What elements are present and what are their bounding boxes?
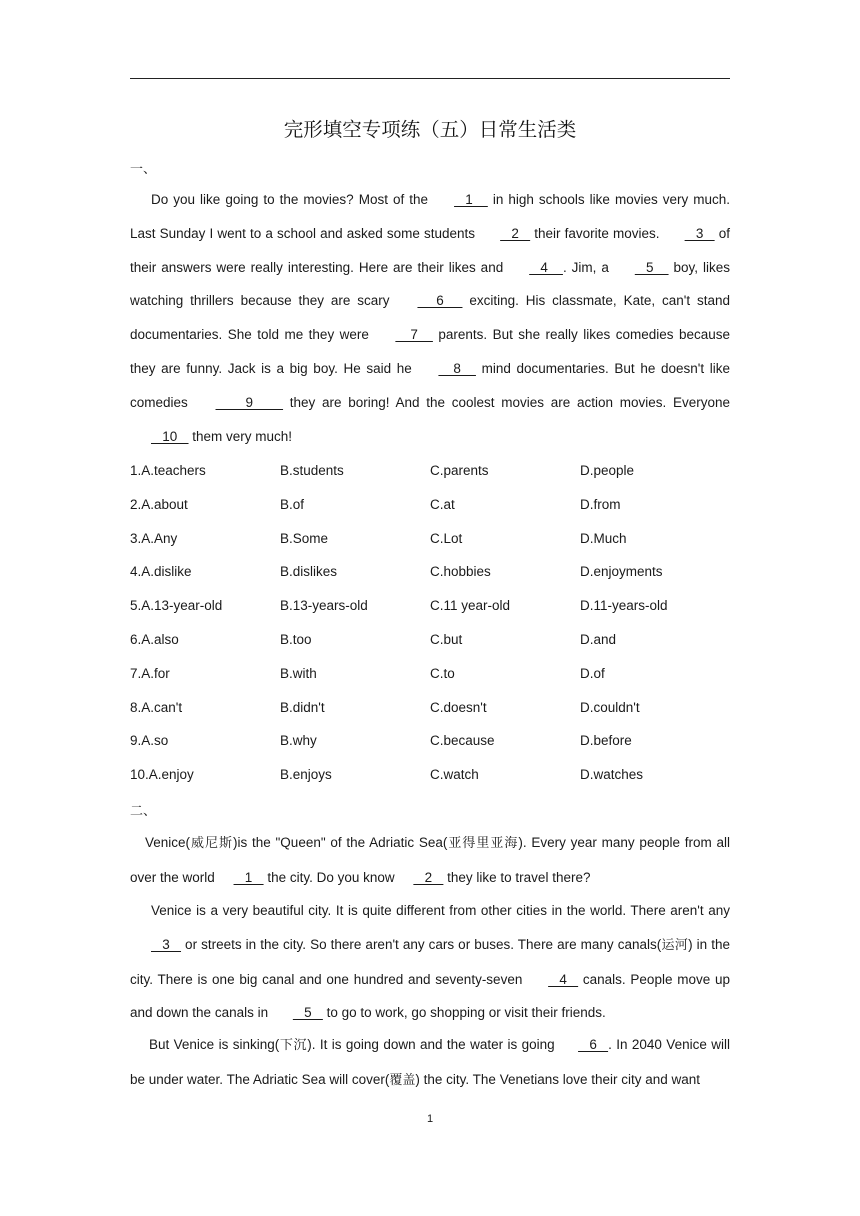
option[interactable]: D.11-years-old	[580, 598, 668, 614]
option[interactable]: B.Some	[280, 530, 329, 546]
option[interactable]: C.watch	[430, 767, 479, 783]
blank-8[interactable]: 8	[438, 360, 476, 376]
blank-1[interactable]: 1	[233, 869, 264, 885]
blank-5[interactable]: 5	[292, 1005, 323, 1021]
option[interactable]: C.because	[430, 733, 495, 749]
blank-10[interactable]: 10	[151, 428, 189, 444]
option[interactable]: B.students	[280, 463, 344, 478]
option[interactable]: D.enjoyments	[580, 564, 663, 580]
option[interactable]: B.why	[280, 733, 317, 749]
option[interactable]: B.enjoys	[280, 767, 332, 783]
option[interactable]: 7.A.for	[130, 665, 170, 681]
blank-3[interactable]: 3	[684, 225, 715, 241]
header-rule	[130, 78, 730, 79]
option-row	[130, 695, 730, 729]
option[interactable]: 4.A.dislike	[130, 564, 192, 580]
option-row	[130, 559, 730, 593]
blank-4[interactable]: 4	[529, 259, 563, 275]
option-row	[130, 728, 730, 762]
options-grid	[130, 458, 730, 796]
option[interactable]: C.to	[430, 665, 455, 681]
option-row	[130, 627, 730, 661]
passage-one: Do you like going to the movies? Most of the 1 in high schools like movies very much. Last Sunday I went to a school and asked some students 2 their favorite movies. 3 of their answers were really interesting. Here are their likes and 4 . Jim, a 5 boy, likes watching thrillers because they are scary 6 exciting. His classmate, Kate, can't stand documentaries. She told me they were 7 parents. But she really likes comedies because they are funny. Jack is a big boy. He said he 8 mind documentaries. But he doesn't like comedies 9 they are boring! And the coolest movies are action movies. Everyone 10 them very much!	[130, 183, 730, 453]
option[interactable]: 6.A.also	[130, 631, 179, 647]
blank-6[interactable]: 6	[417, 293, 463, 309]
option[interactable]: C.doesn't	[430, 699, 487, 715]
option-row	[130, 526, 730, 560]
option[interactable]: C.parents	[430, 463, 489, 478]
section-two-label: 二、	[130, 804, 157, 819]
option-row	[130, 661, 730, 695]
option[interactable]: D.people	[580, 463, 635, 478]
option[interactable]: D.Much	[580, 530, 627, 546]
option[interactable]: 2.A.about	[130, 496, 188, 512]
blank-2[interactable]: 2	[413, 869, 444, 885]
option[interactable]: D.of	[580, 665, 605, 681]
blank-6[interactable]: 6	[578, 1037, 609, 1052]
option[interactable]: C.but	[430, 631, 463, 647]
option[interactable]: B.didn't	[280, 699, 325, 715]
option[interactable]: 9.A.so	[130, 733, 169, 749]
option[interactable]: 10.A.enjoy	[130, 767, 194, 783]
option[interactable]: D.from	[580, 496, 621, 512]
option[interactable]: B.of	[280, 496, 305, 512]
option[interactable]: 3.A.Any	[130, 530, 178, 546]
option[interactable]: 8.A.can't	[130, 699, 183, 715]
option[interactable]: C.at	[430, 496, 455, 512]
blank-3[interactable]: 3	[151, 936, 182, 952]
blank-2[interactable]: 2	[500, 225, 531, 241]
option[interactable]: D.before	[580, 733, 632, 749]
option-row	[130, 593, 730, 627]
option-row	[130, 762, 730, 796]
option[interactable]: B.dislikes	[280, 564, 338, 580]
option[interactable]: B.13-years-old	[280, 598, 368, 614]
passage-two-paragraph-2: Venice is a very beautiful city. It is quite different from other cities in the world. There aren't any 3 or streets in the city. So there aren't any cars or buses. There are many canals(运河) in the city. There is one big canal and one hundred and seventy-seven 4 canals. People move up and down the canals in 5 to go to work, go shopping or visit their friends.	[130, 894, 730, 1030]
option-row	[130, 492, 730, 526]
blank-5[interactable]: 5	[634, 259, 669, 275]
blank-9[interactable]: 9	[215, 394, 284, 410]
option-row	[130, 458, 730, 492]
option[interactable]: C.hobbies	[430, 564, 491, 580]
option[interactable]: B.too	[280, 631, 312, 647]
option[interactable]: D.and	[580, 631, 617, 647]
option[interactable]: 5.A.13-year-old	[130, 598, 223, 614]
passage-two-paragraph-1: Venice(威尼斯)is the "Queen" of the Adriatic Sea(亚得里亚海). Every year many people from all over the world 1 the city. Do you know 2 they like to travel there?	[130, 826, 730, 895]
page-title: 完形填空专项练（五）日常生活类	[283, 118, 577, 141]
option[interactable]: D.couldn't	[580, 699, 640, 715]
blank-4[interactable]: 4	[548, 971, 579, 987]
page-number: 1	[426, 1113, 434, 1125]
option[interactable]: B.with	[280, 665, 317, 681]
option[interactable]: 1.A.teachers	[130, 463, 206, 478]
option[interactable]: C.11 year-old	[430, 598, 511, 614]
blank-1[interactable]: 1	[454, 192, 488, 207]
option[interactable]: C.Lot	[430, 530, 463, 546]
option[interactable]: D.watches	[580, 767, 644, 783]
blank-7[interactable]: 7	[395, 327, 433, 343]
passage-two-paragraph-3: But Venice is sinking(下沉). It is going down and the water is going 6 . In 2040 Venice will be under water. The Adriatic Sea will cover(覆盖) the city. The Venetians love their city and want	[130, 1028, 730, 1098]
section-one-label: 一、	[130, 162, 157, 177]
